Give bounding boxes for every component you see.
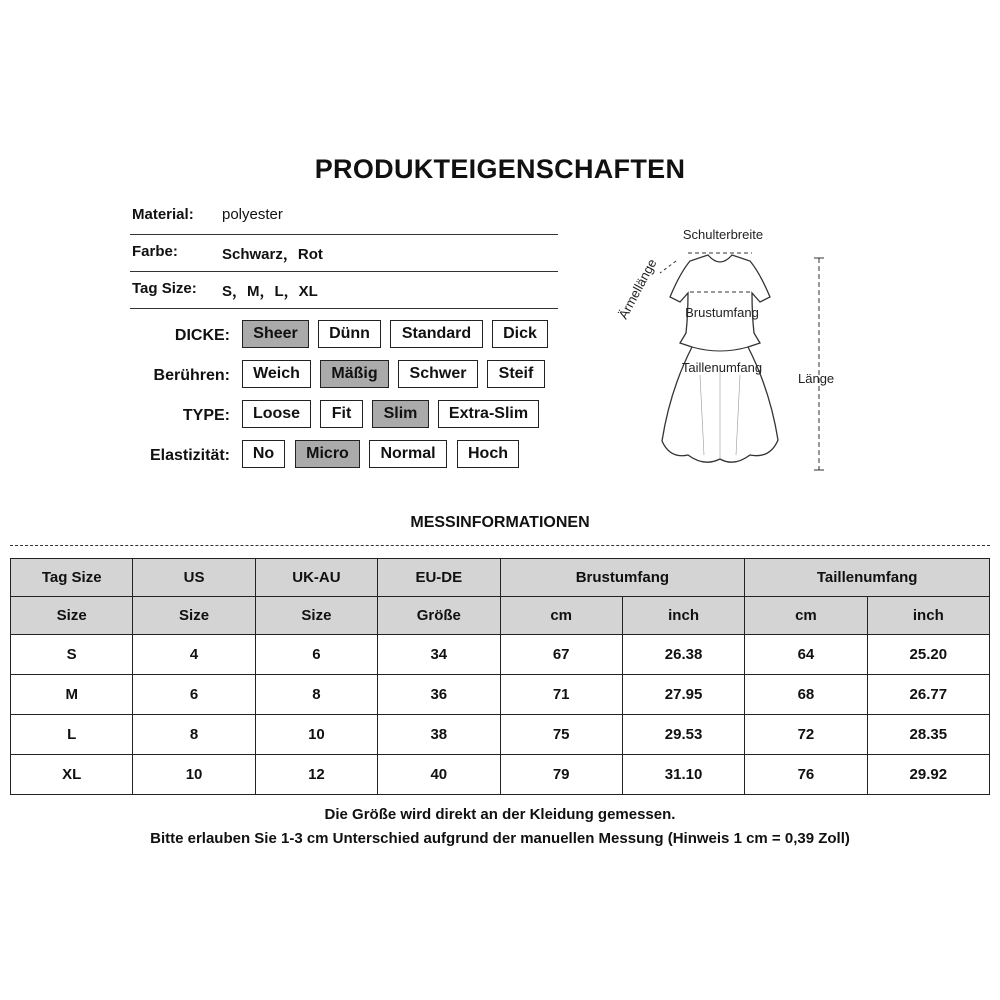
option-heavy[interactable]: Schwer	[398, 360, 478, 388]
table-cell: 12	[255, 755, 377, 795]
subheader-cell: cm	[745, 597, 867, 635]
table-cell: 75	[500, 715, 622, 755]
table-cell: M	[11, 675, 133, 715]
table-cell: 71	[500, 675, 622, 715]
note-line-2: Bitte erlauben Sie 1-3 cm Unterschied aufgrund der manuellen Messung (Hinweis 1 cm = 0,39 Zoll)	[150, 830, 850, 847]
color-label: Farbe:	[132, 243, 178, 260]
table-row	[11, 635, 990, 675]
table-cell: 10	[133, 755, 255, 795]
header-cell: UK-AU	[255, 559, 377, 597]
table-cell: L	[11, 715, 133, 755]
table-cell: 79	[500, 755, 622, 795]
color-value: Schwarz，Rot	[222, 246, 323, 263]
page-title: PRODUKTEIGENSCHAFTEN	[314, 154, 686, 184]
option-fit[interactable]: Fit	[320, 400, 363, 428]
option-sheer[interactable]: Sheer	[242, 320, 309, 348]
type-label: TYPE:	[182, 407, 230, 424]
subheader-cell: Größe	[378, 597, 500, 635]
waist-label: Taillenumfang	[681, 360, 763, 375]
thickness-label: DICKE:	[174, 327, 230, 344]
table-cell: 34	[378, 635, 500, 675]
option-thick[interactable]: Dick	[492, 320, 548, 348]
subheader-cell: inch	[622, 597, 744, 635]
option-normal[interactable]: Normal	[369, 440, 447, 468]
table-row	[11, 715, 990, 755]
option-micro[interactable]: Micro	[295, 440, 360, 468]
option-no[interactable]: No	[242, 440, 285, 468]
tag-size-label: Tag Size:	[132, 280, 197, 297]
option-high[interactable]: Hoch	[457, 440, 519, 468]
table-cell: 26.77	[867, 675, 989, 715]
option-loose[interactable]: Loose	[242, 400, 311, 428]
dashed-divider	[10, 545, 990, 546]
note-line-1: Die Größe wird direkt an der Kleidung gemessen.	[324, 806, 676, 823]
option-slim[interactable]: Slim	[372, 400, 429, 428]
table-row	[11, 755, 990, 795]
dress-diagram	[600, 215, 860, 485]
bust-label: Brustumfang	[685, 305, 759, 320]
option-thin[interactable]: Dünn	[318, 320, 381, 348]
table-cell: 27.95	[622, 675, 744, 715]
table-cell: 40	[378, 755, 500, 795]
table-cell: 25.20	[867, 635, 989, 675]
table-cell: 28.35	[867, 715, 989, 755]
option-moderate[interactable]: Mäßig	[320, 360, 389, 388]
table-cell: 76	[745, 755, 867, 795]
table-cell: 67	[500, 635, 622, 675]
material-label: Material:	[132, 206, 194, 223]
table-cell: 64	[745, 635, 867, 675]
table-cell: 8	[133, 715, 255, 755]
divider	[130, 234, 558, 235]
length-label: Länge	[798, 371, 835, 386]
table-cell: 10	[255, 715, 377, 755]
table-row	[11, 675, 990, 715]
tag-size-value: S，M，L，XL	[222, 283, 318, 300]
header-cell: US	[133, 559, 255, 597]
table-subheader-row	[11, 597, 990, 635]
subheader-cell: Size	[133, 597, 255, 635]
table-header-row	[11, 559, 990, 597]
table-cell: 29.53	[622, 715, 744, 755]
header-cell: Brustumfang	[500, 559, 745, 597]
header-cell: EU-DE	[378, 559, 500, 597]
shoulder-label: Schulterbreite	[682, 227, 764, 242]
table-cell: 31.10	[622, 755, 744, 795]
table-cell: 8	[255, 675, 377, 715]
header-cell: Taillenumfang	[745, 559, 990, 597]
table-cell: 29.92	[867, 755, 989, 795]
touch-label: Berühren:	[153, 367, 230, 384]
table-cell: 26.38	[622, 635, 744, 675]
divider	[130, 308, 558, 309]
elasticity-label: Elastizität:	[149, 447, 230, 464]
option-extra-slim[interactable]: Extra-Slim	[438, 400, 539, 428]
table-cell: S	[11, 635, 133, 675]
subheader-cell: Size	[255, 597, 377, 635]
table-cell: 6	[133, 675, 255, 715]
subheader-cell: inch	[867, 597, 989, 635]
option-standard[interactable]: Standard	[390, 320, 483, 348]
table-cell: 36	[378, 675, 500, 715]
material-value: polyester	[222, 206, 283, 223]
size-table	[10, 558, 990, 795]
section-title: MESSINFORMATIONEN	[410, 514, 590, 531]
table-cell: XL	[11, 755, 133, 795]
option-soft[interactable]: Weich	[242, 360, 311, 388]
option-stiff[interactable]: Steif	[487, 360, 545, 388]
table-cell: 72	[745, 715, 867, 755]
table-cell: 6	[255, 635, 377, 675]
divider	[130, 271, 558, 272]
header-cell: Tag Size	[11, 559, 133, 597]
table-cell: 38	[378, 715, 500, 755]
subheader-cell: cm	[500, 597, 622, 635]
subheader-cell: Size	[11, 597, 133, 635]
table-cell: 4	[133, 635, 255, 675]
sleeve-label: Ärmellänge	[615, 256, 660, 322]
table-cell: 68	[745, 675, 867, 715]
